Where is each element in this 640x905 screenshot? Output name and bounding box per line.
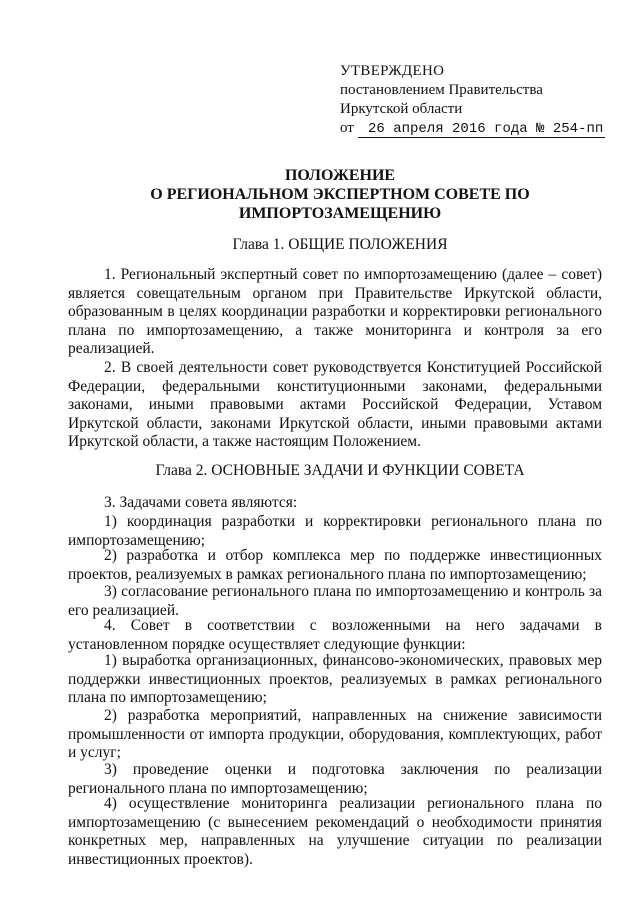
chapter-1-heading: Глава 1. ОБЩИЕ ПОЛОЖЕНИЯ bbox=[232, 236, 448, 253]
approval-number-sign: № bbox=[536, 121, 545, 137]
title-line-1: ПОЛОЖЕНИЕ bbox=[284, 167, 396, 184]
paragraph-4-item-1: 1) выработка организационных, финансово-экономических, правовых мер поддержки инвестиционных проектов, реализуемых в рамках регионального плана по импортозамещению; bbox=[68, 652, 602, 707]
paragraph-3-item-1: 1) координация разработки и корректировки регионального плана по импортозамещению; bbox=[68, 513, 602, 549]
title-line-2: О РЕГИОНАЛЬНОМ ЭКСПЕРТНОМ СОВЕТЕ ПО bbox=[150, 186, 530, 203]
approval-date: 26 апреля 2016 года № 254-пп bbox=[358, 121, 606, 138]
document-title bbox=[60, 166, 620, 223]
paragraph-3: 3. Задачами совета являются: bbox=[104, 494, 298, 511]
title-line-3: ИМПОРТОЗАМЕЩЕНИЮ bbox=[238, 205, 442, 222]
paragraph-3-item-2: 2) разработка и отбор комплекса мер по поддержке инвестиционных проектов, реализуемых в рамках регионального плана по импортозамещению; bbox=[68, 547, 602, 583]
approval-block bbox=[340, 62, 605, 139]
paragraph-4: 4. Совет в соответствии с возложенными на него задачами в установленном порядке осуществляет следующие функции: bbox=[68, 617, 602, 653]
paragraph-2: 2. В своей деятельности совет руководствуется Конституцией Российской Федерации, федеральными конституционными законами, федеральными законами, иными правовыми актами Российской Федерации, Уставом Иркутской области, законами Иркутской области, иными правовыми актами Иркутской области, а также настоящим Положением. bbox=[68, 359, 602, 451]
approval-from: от bbox=[340, 120, 354, 136]
paragraph-3-item-3: 3) согласование регионального плана по импортозамещению и контроль за его реализацией. bbox=[68, 583, 602, 619]
approval-number: 254-пп bbox=[552, 121, 604, 137]
paragraph-4-item-3: 3) проведение оценки и подготовка заключения по реализации регионального плана по импортозамещению; bbox=[68, 761, 602, 797]
approval-line-2: Иркутской области bbox=[340, 101, 463, 117]
approval-line-1: постановлением Правительства bbox=[340, 82, 543, 98]
paragraph-1: 1. Региональный экспертный совет по импортозамещению (далее – совет) является совещательным органом при Правительстве Иркутской области, образованным в целях координации разработки и корректировки регионального плана по импортозамещению, а также мониторинга и контроля за его реализацией. bbox=[68, 266, 602, 358]
chapter-2-heading: Глава 2. ОСНОВНЫЕ ЗАДАЧИ И ФУНКЦИИ СОВЕТА bbox=[155, 462, 525, 479]
paragraph-4-item-2: 2) разработка мероприятий, направленных на снижение зависимости промышленности от импорта продукции, оборудования, комплектующих, работ и услуг; bbox=[68, 707, 602, 762]
approval-heading: УТВЕРЖДЕНО bbox=[340, 63, 445, 79]
paragraph-4-item-4: 4) осуществление мониторинга реализации регионального плана по импортозамещению (с вынесением рекомендаций о необходимости принятия конкретных мер, направленных на улучшение ситуации по реализации инвестиционных проектов). bbox=[68, 795, 602, 868]
approval-date-line bbox=[340, 119, 605, 139]
